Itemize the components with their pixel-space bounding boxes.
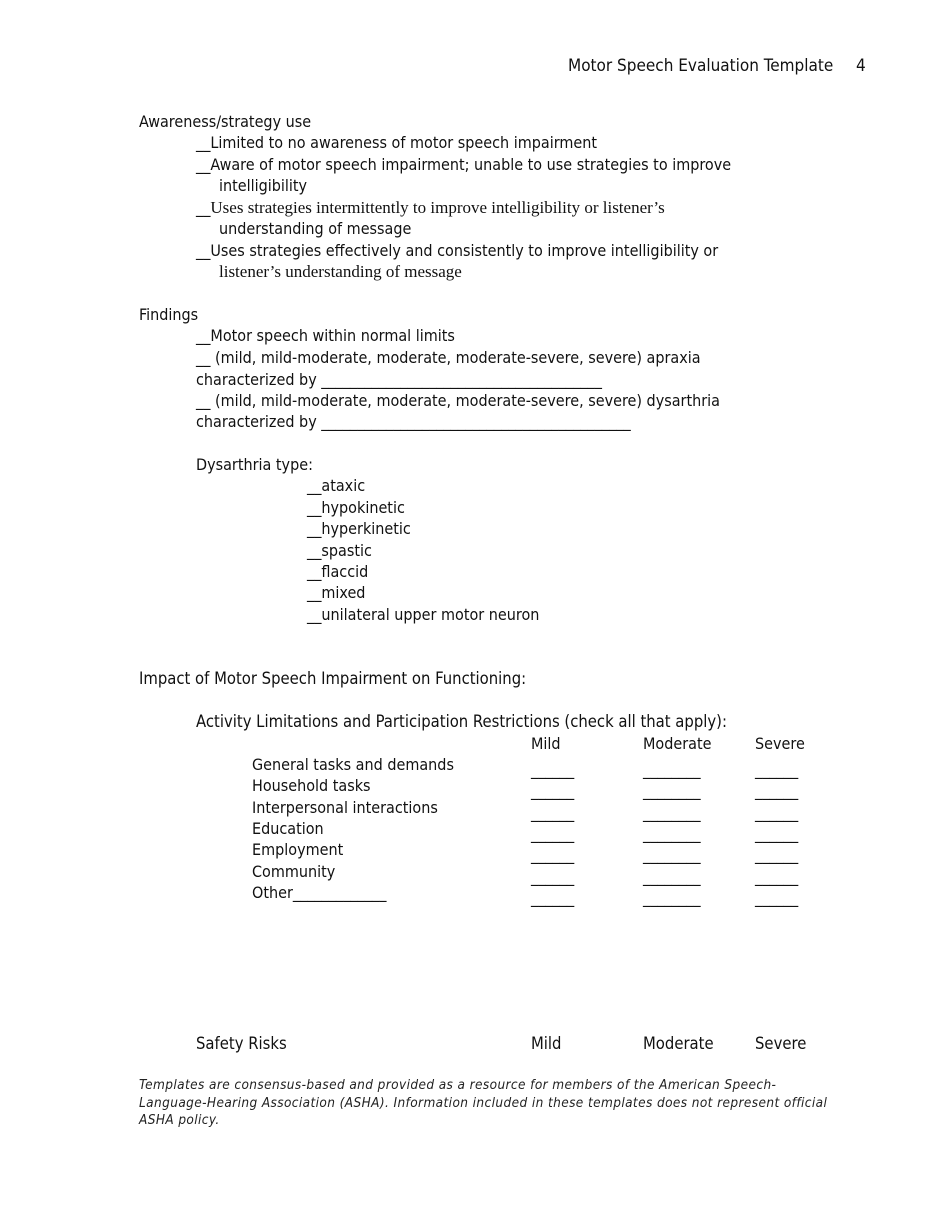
awareness-option-3-continued: understanding of message — [219, 219, 412, 238]
option-text: Limited to no awareness of motor speech impairment — [210, 133, 597, 152]
check-blank: __ — [196, 133, 211, 152]
rating-blank-moderate[interactable]: ________ — [643, 888, 701, 907]
rating-blank-severe[interactable]: ______ — [755, 888, 799, 907]
awareness-option-3[interactable] — [196, 198, 665, 218]
check-blank: __ — [196, 198, 211, 217]
row-label-education: Education — [252, 819, 324, 838]
footer-line-3: ASHA policy. — [139, 1112, 220, 1128]
safety-column-mild: Mild — [531, 1034, 562, 1053]
column-header-moderate: Moderate — [643, 734, 712, 753]
row-label-household-tasks: Household tasks — [252, 776, 371, 795]
rating-blank-mild[interactable]: ______ — [531, 760, 575, 779]
rating-blank-mild[interactable]: ______ — [531, 845, 575, 864]
findings-apraxia-option[interactable]: __ (mild, mild-moderate, moderate, moderate-severe, severe) apraxia — [196, 348, 701, 367]
dysarthria-type-spastic[interactable]: __spastic — [307, 541, 372, 560]
rating-blank-mild[interactable]: ______ — [531, 824, 575, 843]
row-label-other[interactable]: Other_____________ — [252, 883, 387, 902]
page-number: 4 — [856, 56, 866, 76]
rating-blank-severe[interactable]: ______ — [755, 760, 799, 779]
awareness-option-2-continued: intelligibility — [219, 176, 308, 195]
row-label-interpersonal: Interpersonal interactions — [252, 798, 438, 817]
option-text: Uses strategies intermittently to improve intelligibility or listener’s — [210, 198, 665, 217]
rating-blank-severe[interactable]: ______ — [755, 824, 799, 843]
impact-heading: Impact of Motor Speech Impairment on Functioning: — [139, 669, 527, 688]
awareness-option-4[interactable] — [196, 241, 718, 261]
rating-blank-mild[interactable]: ______ — [531, 781, 575, 800]
column-header-mild: Mild — [531, 734, 561, 753]
awareness-option-2[interactable] — [196, 155, 731, 175]
rating-blank-mild[interactable]: ______ — [531, 867, 575, 886]
rating-blank-moderate[interactable]: ________ — [643, 824, 701, 843]
rating-blank-moderate[interactable]: ________ — [643, 803, 701, 822]
footer-line-1: Templates are consensus-based and provided as a resource for members of the American Speech- — [139, 1077, 777, 1093]
findings-dysarthria-option[interactable]: __ (mild, mild-moderate, moderate, moderate-severe, severe) dysarthria — [196, 391, 720, 410]
dysarthria-type-mixed[interactable]: __mixed — [307, 583, 366, 602]
activity-heading: Activity Limitations and Participation Restrictions (check all that apply): — [196, 712, 727, 731]
rating-blank-moderate[interactable]: ________ — [643, 867, 701, 886]
safety-column-severe: Severe — [755, 1034, 807, 1053]
column-header-severe: Severe — [755, 734, 805, 753]
rating-blank-severe[interactable]: ______ — [755, 803, 799, 822]
row-label-employment: Employment — [252, 840, 344, 859]
rating-blank-severe[interactable]: ______ — [755, 781, 799, 800]
page-header-title: Motor Speech Evaluation Template — [568, 56, 834, 76]
findings-apraxia-characterized[interactable]: characterized by _______________________________________ — [196, 370, 602, 389]
dysarthria-type-flaccid[interactable]: __flaccid — [307, 562, 369, 581]
rating-blank-severe[interactable]: ______ — [755, 845, 799, 864]
awareness-option-1[interactable] — [196, 133, 597, 153]
awareness-heading: Awareness/strategy use — [139, 112, 312, 131]
rating-blank-mild[interactable]: ______ — [531, 888, 575, 907]
row-label-community: Community — [252, 862, 336, 881]
check-blank: __ — [196, 241, 211, 260]
check-blank: __ — [196, 155, 211, 174]
dysarthria-type-unilateral-umn[interactable]: __unilateral upper motor neuron — [307, 605, 540, 624]
dysarthria-type-label: Dysarthria type: — [196, 455, 313, 474]
rating-blank-severe[interactable]: ______ — [755, 867, 799, 886]
safety-column-moderate: Moderate — [643, 1034, 714, 1053]
dysarthria-type-hyperkinetic[interactable]: __hyperkinetic — [307, 519, 411, 538]
rating-blank-moderate[interactable]: ________ — [643, 845, 701, 864]
row-label-general-tasks: General tasks and demands — [252, 755, 454, 774]
findings-dysarthria-characterized[interactable]: characterized by ___________________________________________ — [196, 412, 631, 431]
findings-normal-option[interactable]: __Motor speech within normal limits — [196, 326, 455, 345]
rating-blank-moderate[interactable]: ________ — [643, 760, 701, 779]
dysarthria-type-ataxic[interactable]: __ataxic — [307, 476, 366, 495]
awareness-option-4-continued: listener’s understanding of message — [219, 262, 462, 281]
rating-blank-mild[interactable]: ______ — [531, 803, 575, 822]
rating-blank-moderate[interactable]: ________ — [643, 781, 701, 800]
option-text: Aware of motor speech impairment; unable to use strategies to improve — [210, 155, 732, 174]
dysarthria-type-hypokinetic[interactable]: __hypokinetic — [307, 498, 405, 517]
findings-heading: Findings — [139, 305, 199, 324]
option-text: Uses strategies effectively and consistently to improve intelligibility or — [210, 241, 719, 260]
safety-risks-label: Safety Risks — [196, 1034, 287, 1053]
footer-line-2: Language-Hearing Association (ASHA). Information included in these templates does not represent official — [139, 1095, 828, 1111]
